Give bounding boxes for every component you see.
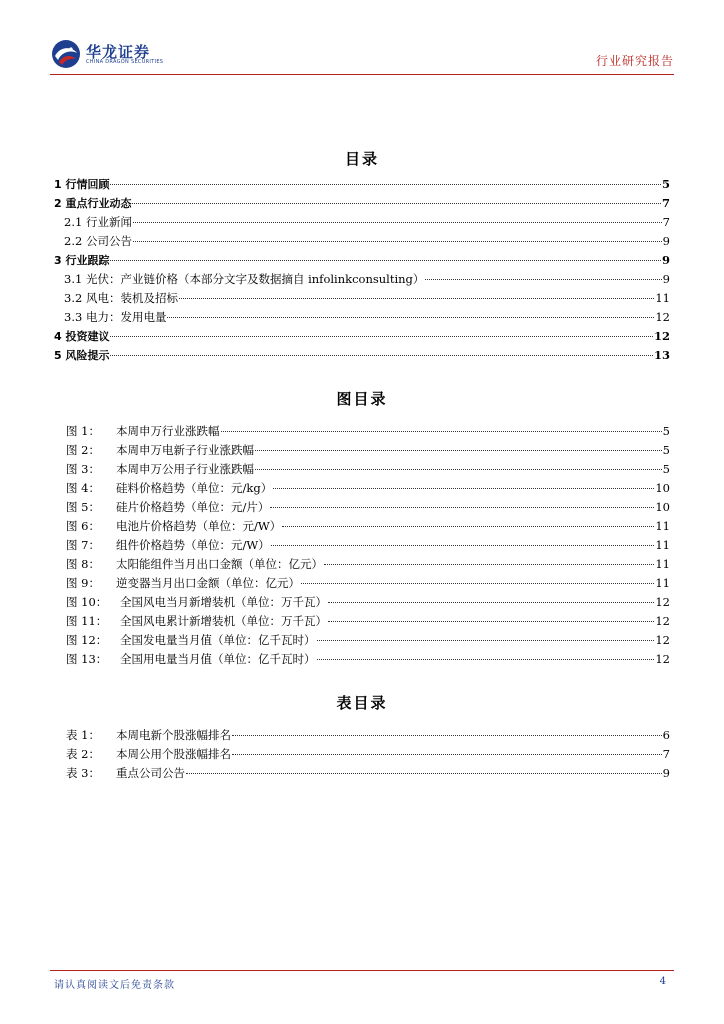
toc-entry[interactable] [54,195,670,214]
figure-page: 11 [655,519,670,533]
toc-entry-label: 2.1 行业新闻 [64,215,132,229]
toc-entry[interactable] [54,347,670,366]
figure-entry[interactable] [66,613,670,632]
figure-page: 11 [655,538,670,552]
toc-entry-page: 9 [661,253,670,267]
leader-dots [133,241,662,242]
leader-dots [110,336,653,337]
leader-dots [232,735,662,736]
company-logo [50,38,180,70]
figure-entry[interactable] [66,423,670,442]
figure-list-title: 图目录 [336,390,388,408]
figure-entry[interactable] [66,442,670,461]
figure-entry[interactable] [66,651,670,670]
leader-dots [110,260,661,261]
figure-caption: 组件价格趋势（单位：元/W） [116,538,270,552]
figure-caption: 本周申万公用子行业涨跌幅 [116,462,254,476]
disclaimer-note: 请认真阅读文后免责条款 [54,980,175,991]
figure-entry[interactable] [66,461,670,480]
table-page: 9 [662,766,670,780]
figure-page: 12 [655,614,670,628]
toc-entry-label: 3.3 电力：发用电量 [64,310,167,324]
toc-entry-label: 3.2 风电：装机及招标 [64,291,178,305]
figure-page: 11 [655,576,670,590]
table-caption: 本周电新个股涨幅排名 [116,728,231,742]
figure-number: 图 4： [66,481,100,495]
figure-caption: 全国用电量当月值（单位：亿千瓦时） [120,652,316,666]
leader-dots [186,773,662,774]
toc-title: 目录 [344,150,379,168]
table-number: 表 1： [66,728,100,742]
figure-caption: 硅料价格趋势（单位：元/kg） [116,481,273,495]
brand-name: 华龙证券 [86,43,151,61]
leader-dots [282,526,654,527]
leader-dots [255,450,662,451]
toc-entry-label: 2 重点行业动态 [54,197,132,210]
figure-number: 图 1： [66,424,100,438]
leader-dots [221,431,662,432]
figure-number: 图 6： [66,519,100,533]
report-type-label: 行业研究报告 [595,54,674,68]
toc-entry-label: 4 投资建议 [54,330,110,343]
toc-entry-label: 1 行情回顾 [54,178,110,191]
toc-entry-label: 3 行业跟踪 [54,254,110,267]
toc-entry-page: 9 [662,234,670,248]
leader-dots [328,621,654,622]
toc-entry[interactable] [54,176,670,195]
figure-number: 图 11： [66,614,108,628]
figure-page: 10 [655,500,670,514]
figure-page: 12 [655,633,670,647]
figure-page: 5 [662,462,670,476]
leader-dots [133,222,662,223]
leader-dots [317,659,655,660]
toc-entry-label: 2.2 公司公告 [64,234,132,248]
figure-caption: 本周申万电新子行业涨跌幅 [116,443,254,457]
toc-entry-page: 13 [653,348,670,362]
figure-caption: 全国风电累计新增装机（单位：万千瓦） [120,614,327,628]
figure-caption: 全国风电当月新增装机（单位：万千瓦） [120,595,327,609]
leader-dots [301,583,654,584]
figure-caption: 电池片价格趋势（单位：元/W） [116,519,282,533]
figure-entry[interactable] [66,556,670,575]
leader-dots [328,602,654,603]
toc-entry-page: 12 [655,310,670,324]
figure-entry[interactable] [66,480,670,499]
figure-number: 图 5： [66,500,100,514]
leader-dots [132,203,661,204]
toc-entry-page: 5 [661,177,670,191]
leader-dots [270,507,654,508]
table-entry[interactable] [66,765,670,784]
toc-entry[interactable] [54,252,670,271]
leader-dots [110,355,653,356]
page-number: 4 [659,976,666,987]
table-page: 7 [662,747,670,761]
figure-number: 图 7： [66,538,100,552]
figure-number: 图 9： [66,576,100,590]
figure-entry[interactable] [66,537,670,556]
leader-dots [232,754,662,755]
page-header [50,38,674,76]
figure-number: 图 2： [66,443,100,457]
figure-number: 图 3： [66,462,100,476]
figure-caption: 硅片价格趋势（单位：元/片） [116,500,270,514]
toc-entry-page: 7 [661,196,670,210]
toc-entry-page: 7 [662,215,670,229]
figure-page: 5 [662,424,670,438]
toc-entry[interactable] [64,309,670,328]
toc-entry-page: 12 [653,329,670,343]
toc-entry[interactable] [64,271,670,290]
table-list-title: 表目录 [336,694,388,712]
leader-dots [273,488,654,489]
figure-caption: 全国发电量当月值（单位：亿千瓦时） [120,633,316,647]
table-caption: 本周公用个股涨幅排名 [116,747,231,761]
table-number: 表 3： [66,766,100,780]
table-number: 表 2： [66,747,100,761]
figure-caption: 本周申万行业涨跌幅 [116,424,220,438]
toc-entry-page: 11 [655,291,670,305]
table-entry[interactable] [66,746,670,765]
leader-dots [271,545,655,546]
figure-entry[interactable] [66,632,670,651]
figure-number: 图 8： [66,557,100,571]
toc-entry-label: 5 风险提示 [54,349,110,362]
dragon-logo-icon [50,38,82,70]
figure-entry[interactable] [66,499,670,518]
figure-entry[interactable] [66,594,670,613]
figure-page: 5 [662,443,670,457]
leader-dots [317,640,655,641]
figure-number: 图 10： [66,595,108,609]
figure-page: 12 [655,595,670,609]
leader-dots [425,279,661,280]
leader-dots [179,298,654,299]
figure-page: 11 [655,557,670,571]
figure-page: 10 [655,481,670,495]
figure-number: 图 13： [66,652,108,666]
figure-caption: 太阳能组件当月出口金额（单位：亿元） [116,557,323,571]
toc-entry[interactable] [64,290,670,309]
figure-page: 12 [655,652,670,666]
leader-dots [255,469,662,470]
figure-entry[interactable] [66,575,670,594]
leader-dots [110,184,661,185]
leader-dots [324,564,654,565]
table-page: 6 [662,728,670,742]
table-caption: 重点公司公告 [116,766,185,780]
brand-english-name: CHINA DRAGON SECURITIES [86,59,164,65]
toc-entry-page: 9 [662,272,670,286]
header-divider [50,74,674,75]
toc-entry-label: 3.1 光伏：产业链价格（本部分文字及数据摘自 infolinkconsulting） [64,272,425,286]
figure-caption: 逆变器当月出口金额（单位：亿元） [116,576,300,590]
leader-dots [167,317,654,318]
figure-entry[interactable] [66,518,670,537]
figure-number: 图 12： [66,633,108,647]
toc-entry[interactable] [54,328,670,347]
table-entry[interactable] [66,727,670,746]
footer-divider [50,970,674,971]
toc-entry[interactable] [64,233,670,252]
toc-entry[interactable] [64,214,670,233]
